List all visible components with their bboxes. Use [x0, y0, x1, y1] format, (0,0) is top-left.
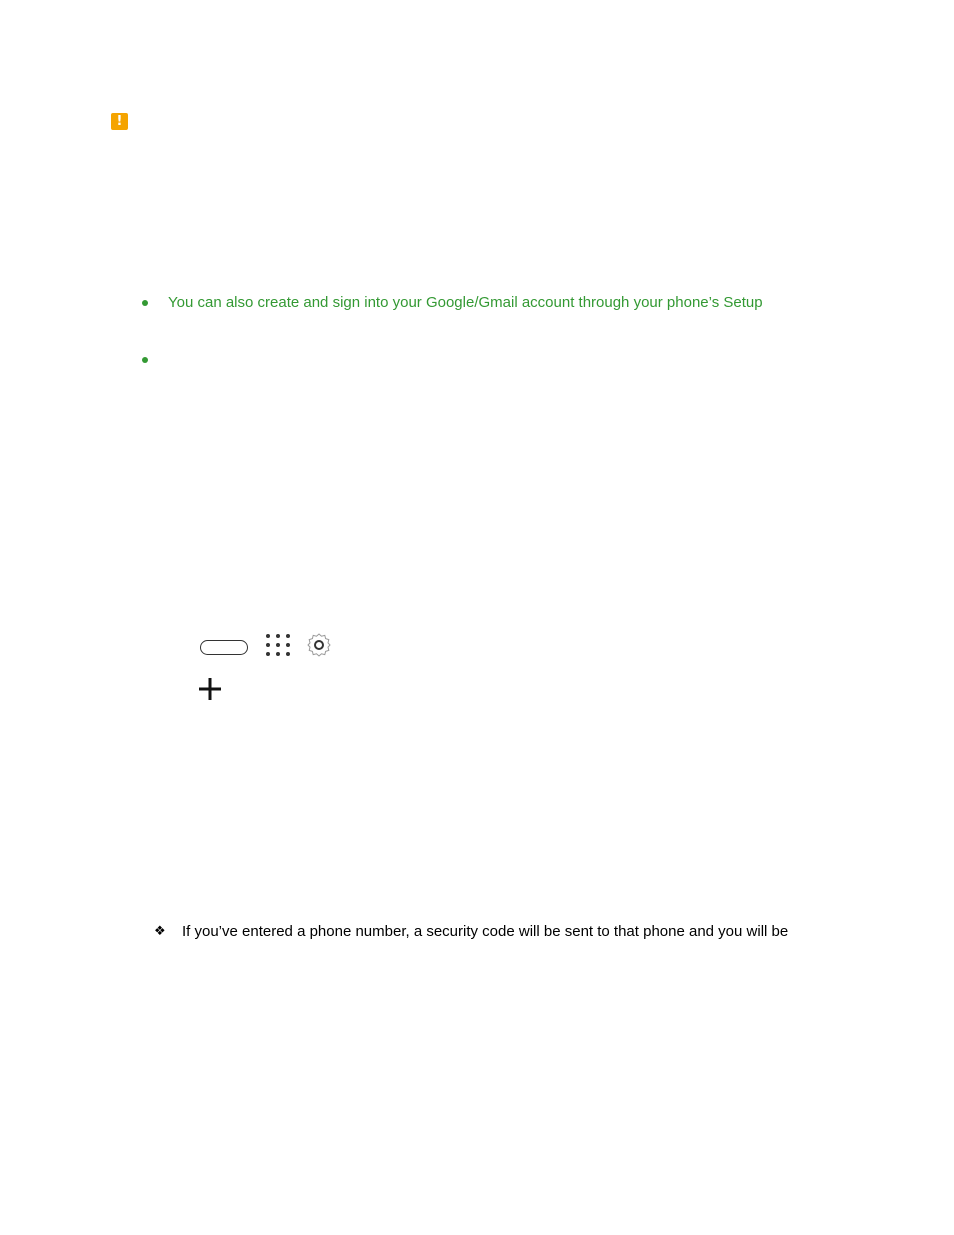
tip-bullet	[142, 300, 148, 306]
diamond-bullet-icon: ❖	[154, 924, 166, 939]
home-button-icon	[200, 640, 248, 655]
settings-gear-icon	[306, 632, 332, 658]
add-icon	[198, 677, 222, 701]
warning-icon: !	[111, 113, 128, 130]
tip-bullet	[142, 357, 148, 363]
step-text: If you’ve entered a phone number, a security code will be sent to that phone and you will be	[182, 923, 789, 940]
tip-text: You can also create and sign into your Google/Gmail account through your phone’s Setup	[168, 294, 763, 311]
apps-grid-icon	[264, 632, 292, 660]
